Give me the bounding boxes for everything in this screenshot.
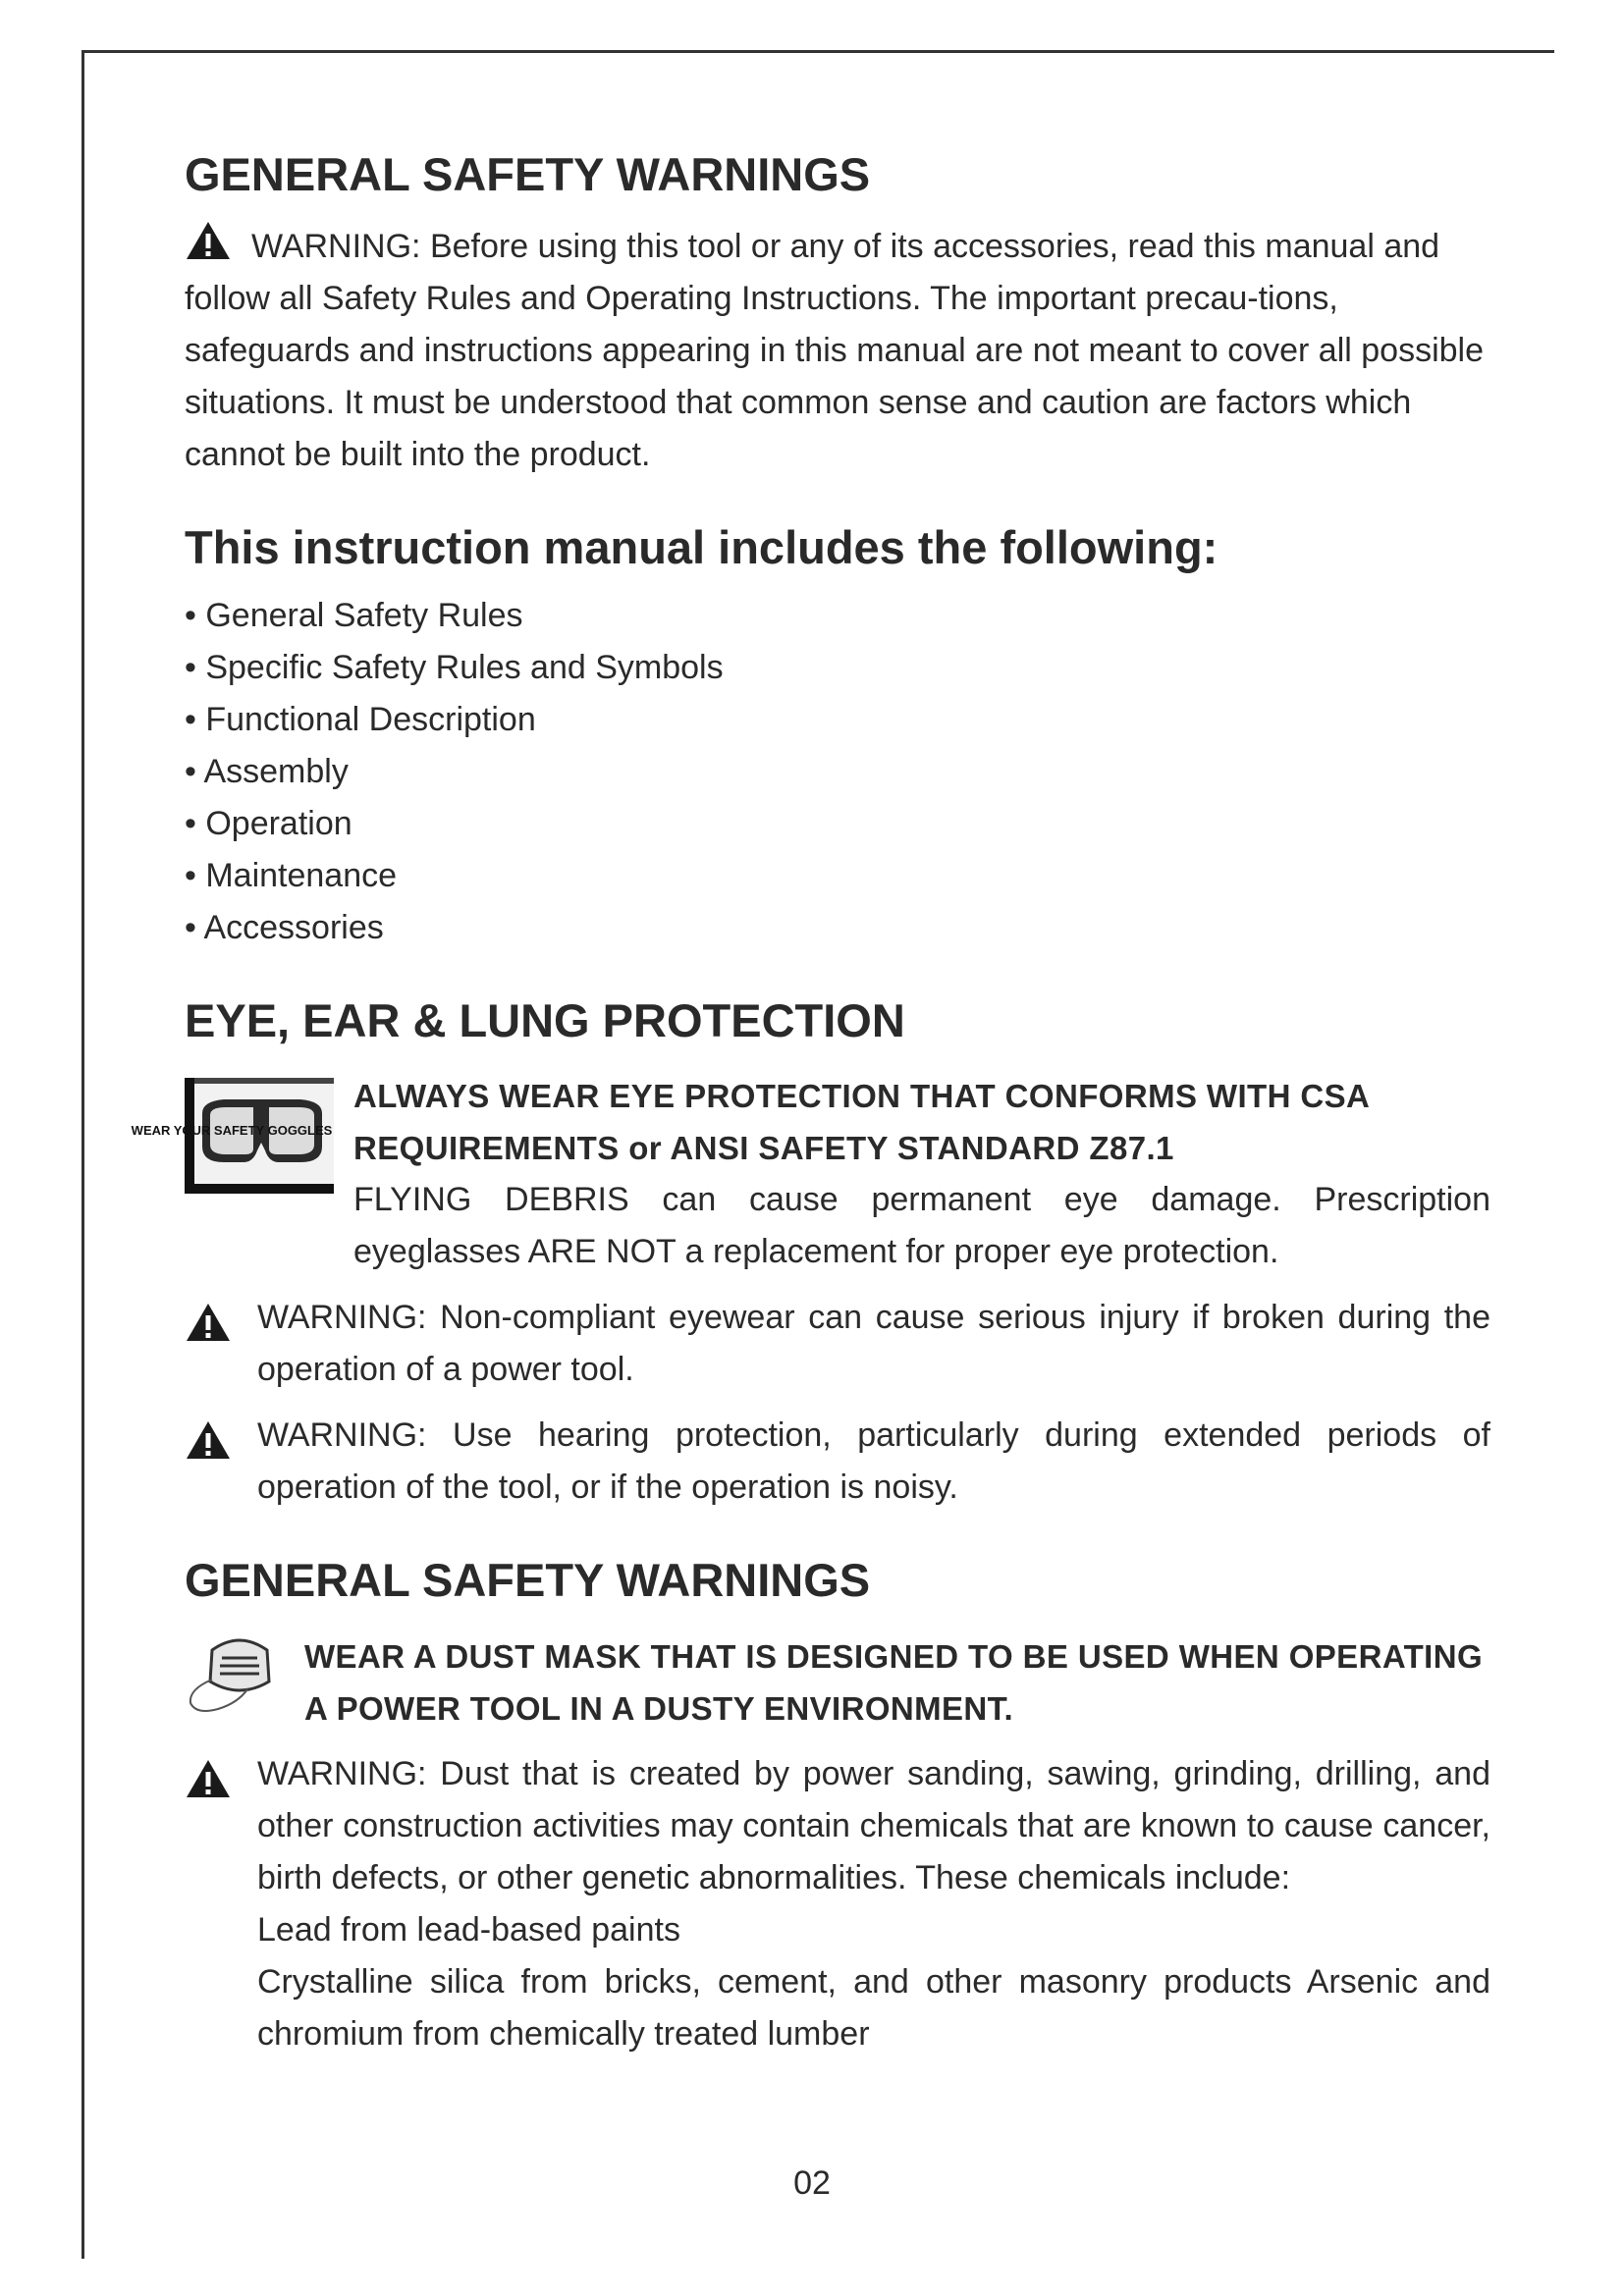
section-heading-general-safety-2: GENERAL SAFETY WARNINGS xyxy=(185,1554,871,1607)
list-item: • Specific Safety Rules and Symbols xyxy=(185,648,724,686)
list-item: • General Safety Rules xyxy=(185,596,523,634)
list-item: • Operation xyxy=(185,804,352,842)
hearing-warning-text: WARNING: Use hearing protection, particularly during extended periods of operation of the tool, or if the operation is noisy. xyxy=(257,1416,1490,1507)
intro-warning-text: WARNING: Before using this tool or any of its accessories, read this manual and follow all Safety Rules and Operating Instructions. The important precau-tions, safeguards and instructions appearing in this manual are not meant to cover all possible situations. It must be understood that common sense and caution are factors which cannot be built into the product. xyxy=(185,228,1484,474)
dust-chemical-lead: Lead from lead-based paints xyxy=(257,1910,680,1949)
dust-warning xyxy=(185,1748,1490,2060)
dust-mask-bold-notice: WEAR A DUST MASK THAT IS DESIGNED TO BE USED WHEN OPERATING A POWER TOOL IN A DUSTY ENVIRONMENT. xyxy=(304,1637,1484,1727)
warning-icon xyxy=(185,1419,232,1461)
dust-mask-icon xyxy=(183,1630,291,1721)
list-item: • Assembly xyxy=(185,752,349,790)
warning-icon xyxy=(185,1758,232,1799)
eyewear-warning-text: WARNING: Non-compliant eyewear can cause serious injury if broken during the operation of a power tool. xyxy=(257,1299,1490,1389)
intro-warning-paragraph xyxy=(185,220,1490,481)
eye-protection-block xyxy=(131,1070,1490,1278)
section-heading-manual-contents: This instruction manual includes the following: xyxy=(185,521,1218,574)
dust-mask-block xyxy=(185,1630,1490,1735)
page-frame-top xyxy=(81,50,1554,53)
eye-protection-detail: FLYING DEBRIS can cause permanent eye damage. Prescription eyeglasses ARE NOT a replacement for proper eye protection. xyxy=(353,1181,1490,1271)
warning-icon xyxy=(185,220,232,261)
list-item: • Functional Description xyxy=(185,700,536,738)
dust-warning-text: WARNING: Dust that is created by power sanding, sawing, grinding, drilling, and other construction activities may contain chemicals that are known to cause cancer, birth defects, or other genetic abnormalities. These chemicals include: xyxy=(257,1754,1490,1896)
eye-protection-bold-notice: ALWAYS WEAR EYE PROTECTION THAT CONFORMS WITH CSA REQUIREMENTS or ANSI SAFETY STANDARD Z87.1 xyxy=(353,1078,1370,1167)
list-item: • Maintenance xyxy=(185,856,398,894)
warning-icon xyxy=(185,1302,232,1343)
page-number: 02 xyxy=(793,2164,831,2202)
list-item: • Accessories xyxy=(185,908,384,946)
contents-list xyxy=(185,590,1490,954)
eyewear-warning xyxy=(185,1292,1490,1396)
page-content xyxy=(131,147,1490,2060)
safety-goggles-icon xyxy=(131,1078,334,1194)
eye-image-text: WEAR YOUR SAFETY GOGGLES xyxy=(131,1123,333,1139)
eye-protection-text xyxy=(353,1070,1490,1278)
section-heading-general-safety: GENERAL SAFETY WARNINGS xyxy=(185,148,871,200)
hearing-warning xyxy=(185,1410,1490,1514)
page-frame-left xyxy=(81,50,84,2259)
dust-chemical-silica: Crystalline silica from bricks, cement, and other masonry products Arsenic and chromium from chemically treated lumber xyxy=(257,1962,1490,2053)
section-heading-eye-ear-lung: EYE, EAR & LUNG PROTECTION xyxy=(185,993,905,1046)
